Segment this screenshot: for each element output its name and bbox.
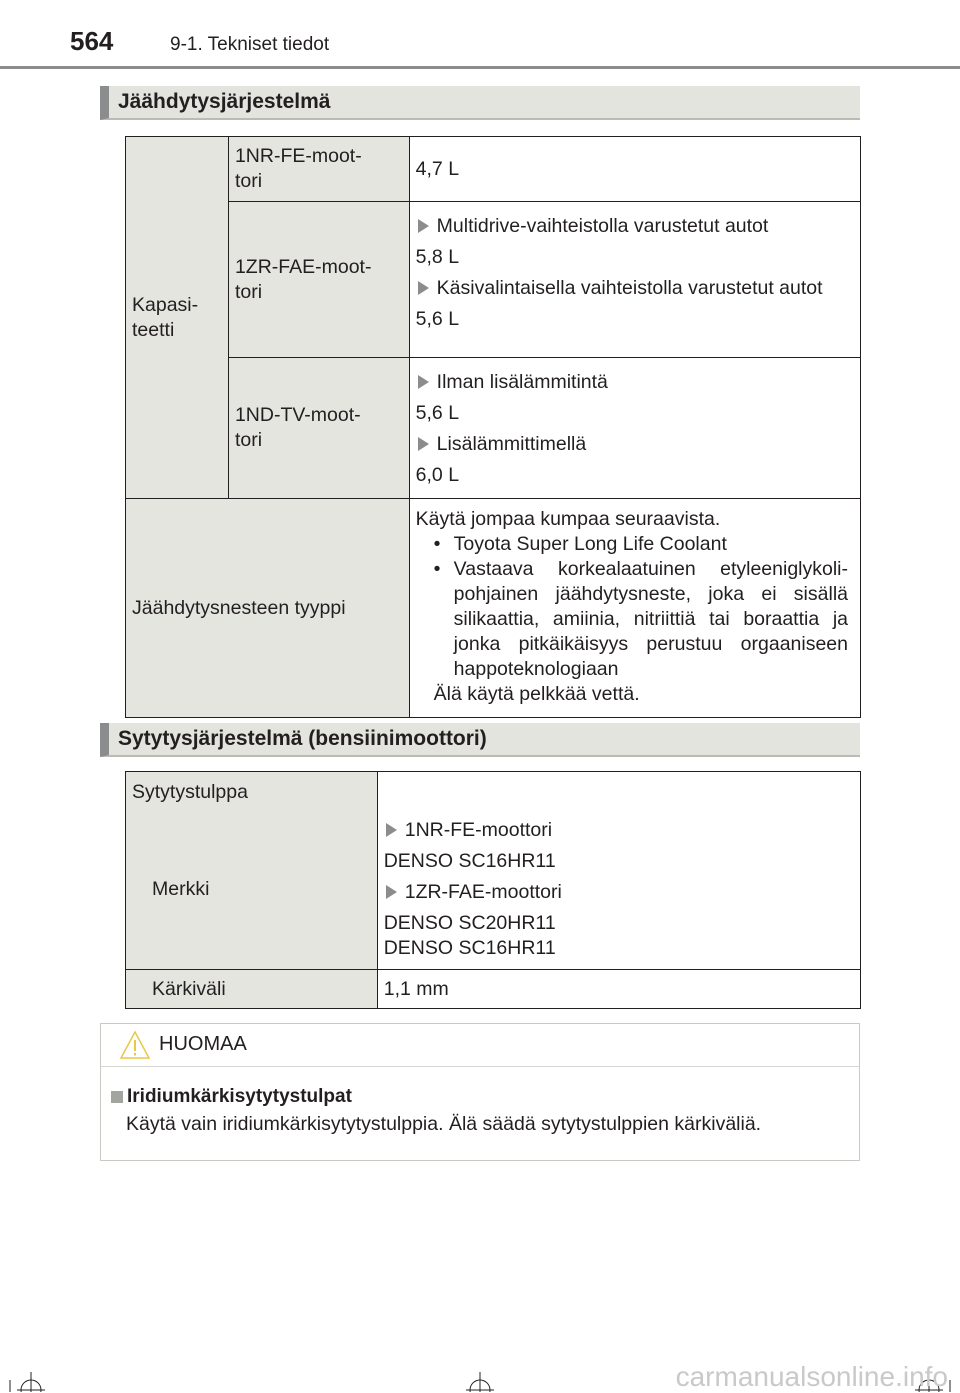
transmission-label: Multidrive-vaihteistolla varustetut autot [436, 215, 769, 237]
coolant-option: Vastaava korkealaatuinen etyleeniglykoli-pohjainen jäähdytysneste, joka ei sisällä silikaattia, amiinia, nitriittiä tai boraattia ja jonka pitkäikäisyys perustuu orgaaniseen happoteknologiaan [453, 558, 848, 680]
gap-value: 1,1 mm [377, 970, 860, 1009]
list-item [416, 370, 848, 395]
notice-box [100, 1023, 860, 1161]
coolant-intro: Käytä jompaa kumpaa seuraavista. [415, 508, 721, 530]
ignition-spec-table [125, 771, 861, 1009]
capacity-cell [409, 358, 860, 499]
engine-label: 1ZR-FAE-moottori [404, 881, 562, 903]
capacity-value: 5,6 L [415, 402, 460, 424]
coolant-type-label: Jäähdytysnesteen tyyppi [126, 499, 410, 718]
cooling-section-heading [100, 86, 860, 120]
notice-header [101, 1024, 859, 1067]
section-reference: 9-1. Tekniset tiedot [170, 34, 330, 55]
square-bullet-icon [111, 1091, 123, 1103]
watermark: carmanualsonline.info [675, 1361, 948, 1392]
arrow-bullet-icon [418, 375, 429, 389]
table-row [126, 499, 861, 718]
capacity-value: 4,7 L [409, 137, 860, 202]
ignition-section-heading [100, 723, 860, 757]
spark-plug-label: Sytytystulppa [132, 781, 248, 803]
capacity-value: 5,6 L [415, 308, 460, 330]
list-item [384, 818, 848, 843]
coolant-option: Toyota Super Long Life Coolant [453, 533, 727, 555]
capacity-label: Kapasi- teetti [126, 137, 229, 499]
heater-option-label: Lisälämmittimellä [436, 433, 587, 455]
cooling-section-title: Jäähdytysjärjestelmä [118, 90, 331, 113]
engine-name: 1NR-FE-moot- tori [228, 137, 409, 202]
warning-triangle-icon [119, 1030, 151, 1060]
brand-label: Merkki [152, 878, 210, 900]
coolant-note: Älä käytä pelkkää vettä. [433, 683, 640, 705]
list-item [434, 532, 848, 557]
spark-plug-model: DENSO SC16HR11 [383, 850, 556, 872]
engine-name: 1ND-TV-moot- tori [228, 358, 409, 499]
notice-subtitle [111, 1086, 352, 1108]
bullet-dot-icon: • [433, 558, 441, 580]
coolant-type-cell [409, 499, 860, 718]
list-item [434, 557, 848, 682]
arrow-bullet-icon [386, 823, 397, 837]
cooling-spec-table [125, 136, 861, 718]
spark-plug-model: DENSO SC16HR11 [383, 937, 556, 959]
capacity-value: 5,8 L [415, 246, 460, 268]
notice-body: Käytä vain iridiumkärkisytytystulppia. Älä säädä sytytystulppien kärkiväliä. [126, 1113, 762, 1135]
list-item [416, 276, 848, 301]
heater-option-label: Ilman lisälämmitintä [436, 371, 608, 393]
page-header [0, 0, 960, 70]
header-divider [0, 66, 960, 69]
gap-label: Kärkiväli [126, 970, 378, 1009]
arrow-bullet-icon [386, 885, 397, 899]
capacity-cell [409, 202, 860, 358]
list-item [384, 880, 848, 905]
engine-name: 1ZR-FAE-moot- tori [228, 202, 409, 358]
list-item [416, 214, 848, 239]
engine-label: 1NR-FE-moottori [404, 819, 553, 841]
spark-plug-values [377, 772, 860, 970]
table-row [126, 202, 861, 358]
page-number: 564 [70, 26, 114, 56]
arrow-bullet-icon [418, 219, 429, 233]
bullet-dot-icon: • [433, 533, 441, 555]
notice-title: HUOMAA [159, 1033, 247, 1055]
arrow-bullet-icon [418, 281, 429, 295]
list-item [416, 432, 848, 457]
table-row [126, 970, 861, 1009]
ignition-section-title: Sytytysjärjestelmä (bensiinimoottori) [118, 727, 487, 750]
notice-subtitle-text: Iridiumkärkisytytystulpat [127, 1086, 352, 1107]
transmission-label: Käsivalintaisella vaihteistolla varustetut autot [436, 277, 823, 299]
spark-plug-model: DENSO SC20HR11 [383, 912, 556, 934]
capacity-value: 6,0 L [415, 464, 460, 486]
table-row [126, 358, 861, 499]
table-row [126, 137, 861, 202]
spark-plug-cell [126, 772, 378, 970]
table-row [126, 772, 861, 970]
arrow-bullet-icon [418, 437, 429, 451]
